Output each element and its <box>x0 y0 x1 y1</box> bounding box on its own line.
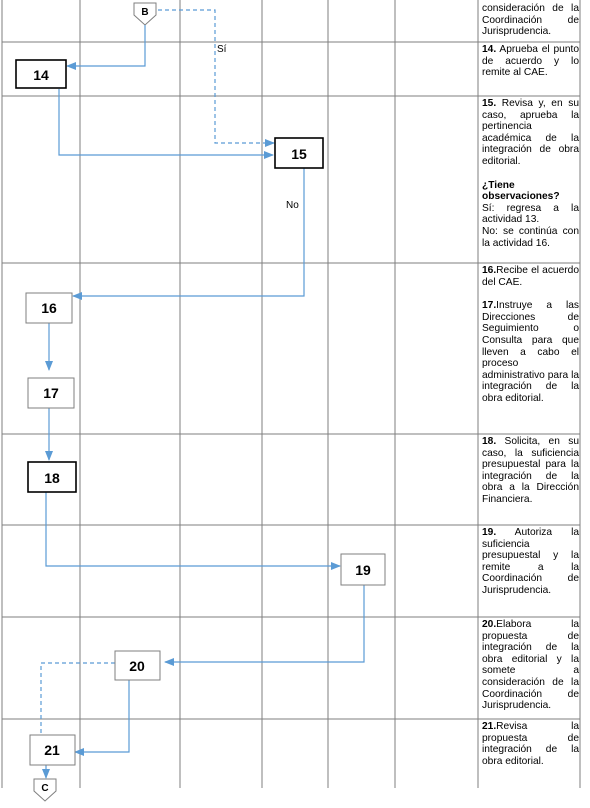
step-15-yes: Sí: regresa a la actividad 13. <box>482 202 579 226</box>
label-si: Sí <box>217 44 227 55</box>
step-14-description <box>482 44 579 79</box>
step-18-description <box>482 436 579 506</box>
box-18 <box>28 462 76 492</box>
svg-text:18: 18 <box>44 470 60 486</box>
connector-b-label: B <box>141 7 149 18</box>
arrow-20-dashed-left <box>41 663 115 736</box>
label-no: No <box>286 200 299 211</box>
step-16-number: 16. <box>482 265 497 276</box>
box-21 <box>30 735 75 765</box>
svg-text:17: 17 <box>43 385 59 401</box>
step-19-number: 19. <box>482 527 497 538</box>
box-15 <box>275 138 323 168</box>
step-21-text: Revisa la propuesta de integración de la obra editorial. <box>482 721 579 767</box>
step-15-description <box>482 98 579 249</box>
box-14 <box>16 60 66 88</box>
step-16-text: Recibe el acuerdo del CAE. <box>482 265 579 288</box>
box-17 <box>28 378 74 408</box>
arrow-b-to-14 <box>67 25 145 66</box>
connector-b <box>134 3 156 25</box>
step-18-number: 18. <box>482 436 497 447</box>
arrow-15-to-16 <box>73 168 304 296</box>
step-17-text: Instruye a las Direcciones de Seguimiento o Consulta para que lleven a cabo el proceso administrativo para la integración de la obra editorial. <box>482 300 579 404</box>
svg-text:14: 14 <box>33 67 49 83</box>
step-14-text: Aprueba el punto de acuerdo y lo remite al CAE. <box>482 44 579 79</box>
box-19 <box>341 554 385 585</box>
step-21-description <box>482 721 579 767</box>
svg-text:16: 16 <box>41 300 57 316</box>
connector-c-label: C <box>41 783 49 794</box>
step-20-description <box>482 619 579 712</box>
step-17-number: 17. <box>482 300 497 312</box>
step-13-description <box>482 3 579 38</box>
arrow-18-to-19 <box>46 492 340 566</box>
flow-arrows <box>41 10 364 778</box>
step-15-number: 15. <box>482 98 497 109</box>
step-16-17-description <box>482 265 579 405</box>
step-15-question: ¿Tiene observaciones? <box>482 179 560 203</box>
arrow-19-to-20 <box>165 585 364 662</box>
svg-text:19: 19 <box>355 562 371 578</box>
step-15-text: Revisa y, en su caso, aprueba la pertinencia académica de la integración de obra editorial. <box>482 98 579 167</box>
step-19-description <box>482 527 579 597</box>
svg-text:21: 21 <box>44 742 60 758</box>
connector-c <box>34 779 56 801</box>
step-15-no: No: se continúa con la actividad 16. <box>482 225 579 249</box>
step-13-tail: consideración de la Coordinación de Jurisprudencia. <box>482 3 579 38</box>
arrow-si-dashed-to-15 <box>158 10 274 143</box>
arrow-20-to-21 <box>75 680 129 752</box>
step-19-text: Autoriza la suficiencia presupuestal y la remite a la Coordinación de Jurisprudencia. <box>482 527 579 596</box>
svg-text:20: 20 <box>129 658 145 674</box>
step-20-text: Elabora la propuesta de integración de la obra editorial y la somete a consideración de la Coordinación de Jurisprudencia. <box>482 619 579 712</box>
box-16 <box>26 293 72 323</box>
svg-text:15: 15 <box>291 146 307 162</box>
arrow-14-to-15 <box>59 89 273 155</box>
step-18-text: Solicita, en su caso, la suficiencia presupuestal para la integración de la obra a la Dirección Financiera. <box>482 436 579 505</box>
step-21-number: 21. <box>482 721 497 732</box>
step-20-number: 20. <box>482 619 497 630</box>
step-14-number: 14. <box>482 44 497 55</box>
box-20 <box>115 651 160 680</box>
